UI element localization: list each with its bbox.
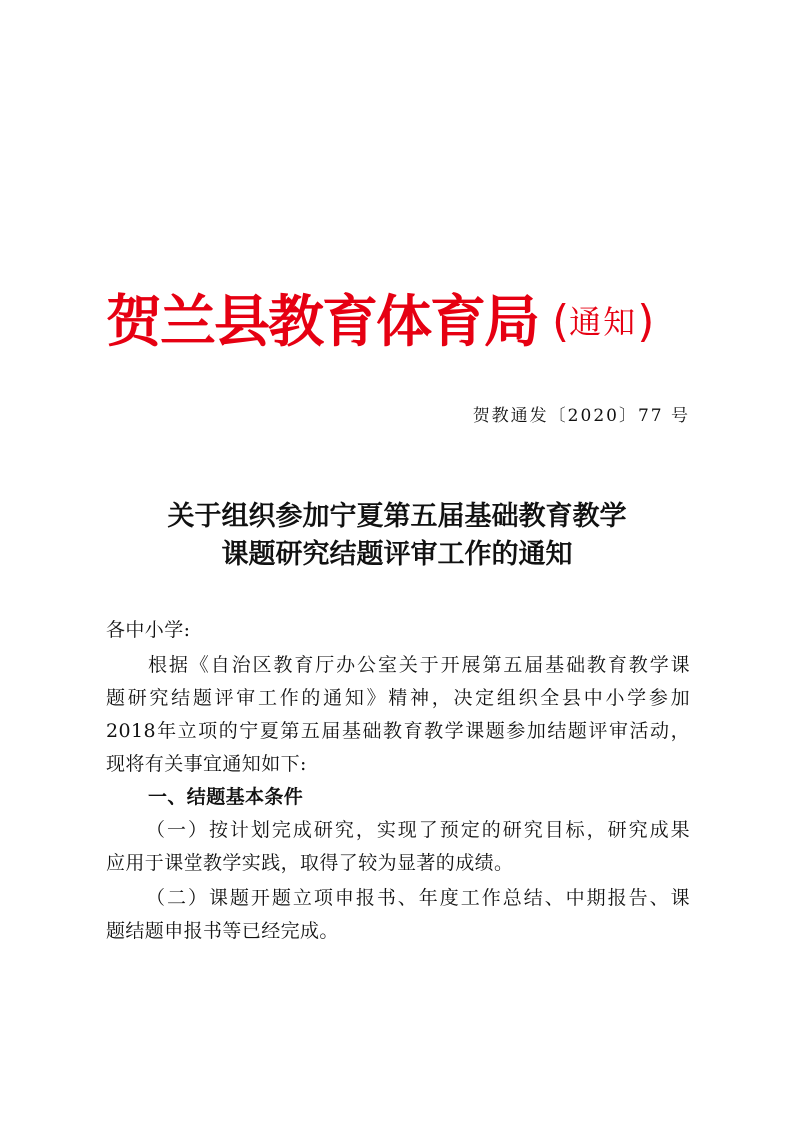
document-number: 贺教通发〔2020〕77 号 — [472, 406, 690, 426]
section-heading: 一、结题基本条件 — [148, 786, 304, 808]
list-item-line: （二）课题开题立项申报书、年度工作总结、中期报告、课 — [146, 887, 690, 909]
salutation: 各中小学: — [106, 619, 191, 641]
list-item-line: 应用于课堂教学实践，取得了较为显著的成绩。 — [106, 852, 514, 874]
paragraph-line: 现将有关事宜通知如下: — [106, 753, 307, 775]
notice-body — [106, 614, 690, 948]
title-line-1: 关于组织参加宁夏第五届基础教育教学 — [167, 501, 627, 532]
paragraph-line: 根据《自治区教育厅办公室关于开展第五届基础教育教学课 — [148, 654, 690, 676]
title-line-2: 课题研究结题评审工作的通知 — [221, 539, 573, 570]
document-type: 通知 — [569, 303, 638, 341]
letterhead-paren-open: ( — [552, 296, 570, 347]
letterhead-paren-close: ) — [637, 296, 655, 347]
paragraph-line: 2018年立项的宁夏第五届基础教育教学课题参加结题评审活动， — [106, 720, 690, 742]
list-item-line: （一）按计划完成研究，实现了预定的研究目标，研究成果 — [146, 819, 690, 841]
list-item-line: 题结题申报书等已经完成。 — [106, 920, 339, 942]
issuer-name: 贺兰县教育体育局 — [106, 289, 538, 355]
red-letterhead — [106, 282, 706, 362]
notice-title — [60, 498, 734, 574]
paragraph-line: 题研究结题评审工作的通知》精神，决定组织全县中小学参加 — [106, 687, 690, 709]
